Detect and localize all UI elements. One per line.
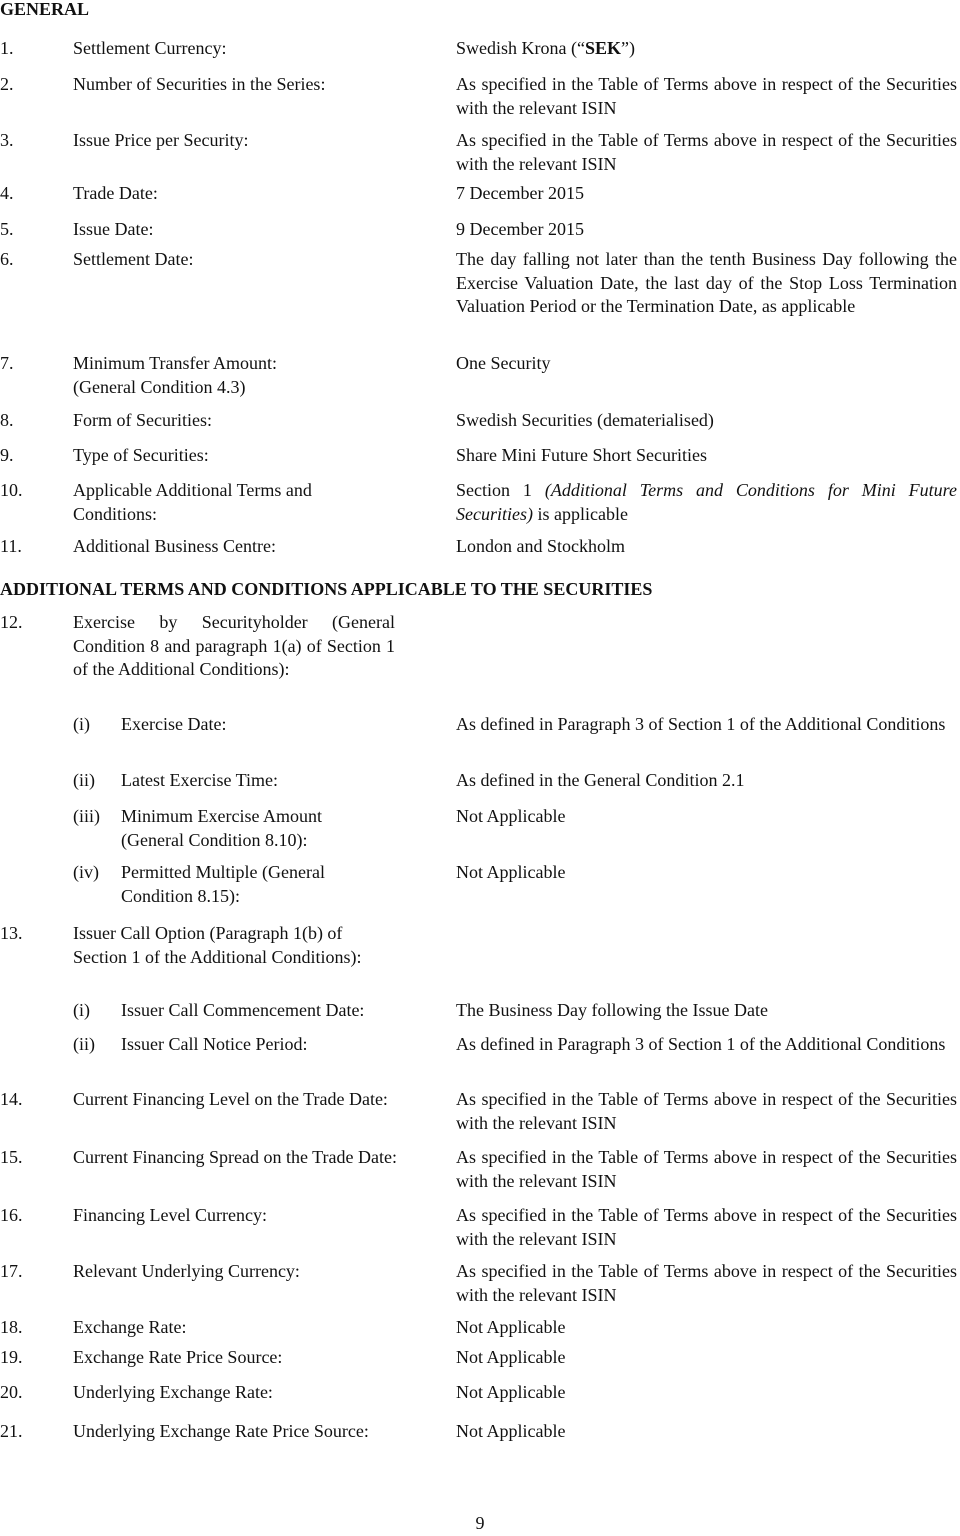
item-number: 21.: [0, 1421, 23, 1441]
item-label: Exchange Rate:: [73, 1317, 187, 1337]
sub-item-value: The Business Day following the Issue Date: [456, 1000, 768, 1020]
sub-item-value: Not Applicable: [456, 806, 566, 826]
item-label: Applicable Additional Terms and Conditions:: [73, 480, 312, 524]
page-number: 9: [475, 1513, 485, 1533]
item-value: As specified in the Table of Terms above in respect of the Securities with the relevant ISIN: [456, 1261, 957, 1305]
sub-item-label: Issuer Call Commencement Date:: [121, 1000, 365, 1020]
item-number: 1.: [0, 38, 14, 58]
item-number: 6.: [0, 249, 14, 269]
item-number: 20.: [0, 1382, 23, 1402]
sub-item-label: Issuer Call Notice Period:: [121, 1034, 308, 1054]
item-label: Relevant Underlying Currency:: [73, 1261, 300, 1281]
item-number: 5.: [0, 219, 14, 239]
item-label: Exchange Rate Price Source:: [73, 1347, 283, 1367]
sub-item-number: (i): [73, 714, 90, 734]
item-number: 15.: [0, 1147, 23, 1167]
item-value: 7 December 2015: [456, 183, 584, 203]
item-number: 3.: [0, 130, 14, 150]
item-value: The day falling not later than the tenth Business Day following the Exercise Valuation Date, the last day of the Stop Loss Termination Valuation Period or the Termination Date, as applicable: [456, 249, 957, 316]
sub-item-number: (iii): [73, 806, 100, 826]
item-label: Issue Date:: [73, 219, 154, 239]
item-value: As specified in the Table of Terms above in respect of the Securities with the relevant ISIN: [456, 1147, 957, 1191]
item-number: 17.: [0, 1261, 23, 1281]
item-value: As specified in the Table of Terms above in respect of the Securities with the relevant ISIN: [456, 1205, 957, 1249]
sub-item-label: Minimum Exercise Amount (General Condition 8.10):: [121, 806, 322, 850]
item-value: 9 December 2015: [456, 219, 584, 239]
item-value: Not Applicable: [456, 1382, 566, 1402]
item-number: 4.: [0, 183, 14, 203]
item-number: 10.: [0, 480, 23, 500]
sub-item-number: (ii): [73, 1034, 95, 1054]
sub-item-value: As defined in the General Condition 2.1: [456, 770, 745, 790]
item-label: Minimum Transfer Amount: (General Condition 4.3): [73, 353, 278, 397]
item-value: Swedish Securities (dematerialised): [456, 410, 714, 430]
item-label: Current Financing Level on the Trade Date:: [73, 1089, 388, 1109]
sub-item-label: Latest Exercise Time:: [121, 770, 278, 790]
item-number: 8.: [0, 410, 14, 430]
item-number: 9.: [0, 445, 14, 465]
section-heading-general: GENERAL: [0, 0, 90, 19]
sub-item-value: Not Applicable: [456, 862, 566, 882]
item-value: As specified in the Table of Terms above in respect of the Securities with the relevant ISIN: [456, 74, 957, 118]
item-label: Issue Price per Security:: [73, 130, 249, 150]
item-number: 16.: [0, 1205, 23, 1225]
item-label: Underlying Exchange Rate Price Source:: [73, 1421, 369, 1441]
item-number: 2.: [0, 74, 14, 94]
sub-item-number: (iv): [73, 862, 99, 882]
sub-item-label: Permitted Multiple (General Condition 8.15):: [121, 862, 325, 906]
sub-item-value: As defined in Paragraph 3 of Section 1 of the Additional Conditions: [456, 1034, 946, 1054]
item-number: 18.: [0, 1317, 23, 1337]
item-number: 14.: [0, 1089, 23, 1109]
item-label: Number of Securities in the Series:: [73, 74, 326, 94]
item-value: Section 1 (Additional Terms and Conditions for Mini Future Securities) is applicable: [456, 480, 957, 524]
item-label: Settlement Currency:: [73, 38, 227, 58]
item-label: Additional Business Centre:: [73, 536, 276, 556]
item-value: Not Applicable: [456, 1347, 566, 1367]
item-value: As specified in the Table of Terms above in respect of the Securities with the relevant ISIN: [456, 1089, 957, 1133]
item-value: Swedish Krona (“SEK”): [456, 38, 635, 58]
item-label: Form of Securities:: [73, 410, 212, 430]
item-number: 19.: [0, 1347, 23, 1367]
item-value: As specified in the Table of Terms above in respect of the Securities with the relevant ISIN: [456, 130, 957, 174]
item-value: Not Applicable: [456, 1317, 566, 1337]
item-label: Current Financing Spread on the Trade Date:: [73, 1147, 397, 1167]
item-label: Issuer Call Option (Paragraph 1(b) of Section 1 of the Additional Conditions):: [73, 923, 362, 967]
sub-item-label: Exercise Date:: [121, 714, 227, 734]
item-number: 12.: [0, 612, 23, 632]
section-heading-additional-terms: ADDITIONAL TERMS AND CONDITIONS APPLICABLE TO THE SECURITIES: [0, 579, 653, 599]
item-label: Trade Date:: [73, 183, 158, 203]
sub-item-number: (ii): [73, 770, 95, 790]
item-value: Share Mini Future Short Securities: [456, 445, 707, 465]
item-label: Type of Securities:: [73, 445, 209, 465]
item-label: Financing Level Currency:: [73, 1205, 267, 1225]
item-value: Not Applicable: [456, 1421, 566, 1441]
sub-item-number: (i): [73, 1000, 90, 1020]
item-label: Settlement Date:: [73, 249, 194, 269]
item-number: 13.: [0, 923, 23, 943]
item-label: Exercise by Securityholder (General Condition 8 and paragraph 1(a) of Section 1 of the Additional Conditions):: [73, 612, 395, 679]
item-number: 7.: [0, 353, 14, 373]
item-value: One Security: [456, 353, 551, 373]
sub-item-value: As defined in Paragraph 3 of Section 1 of the Additional Conditions: [456, 714, 946, 734]
item-number: 11.: [0, 536, 22, 556]
item-label: Underlying Exchange Rate:: [73, 1382, 273, 1402]
item-value: London and Stockholm: [456, 536, 625, 556]
